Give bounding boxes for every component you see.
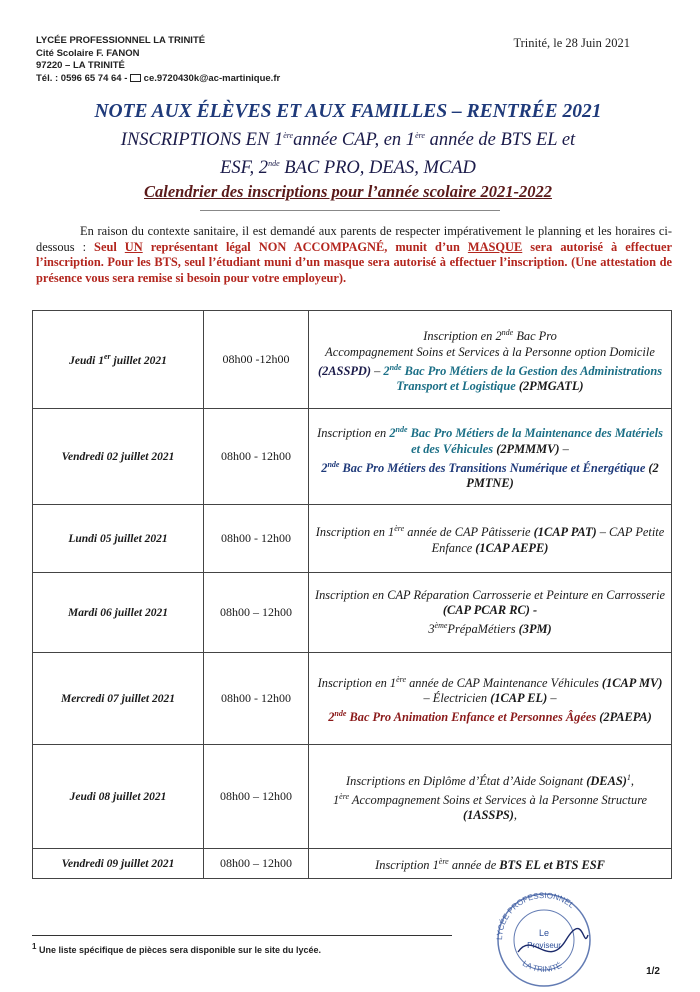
schedule-day: Jeudi 1er juillet 2021: [33, 311, 204, 409]
school-cite: Cité Scolaire F. FANON: [36, 47, 140, 59]
envelope-icon: [130, 74, 141, 82]
school-contact: [36, 73, 280, 86]
schedule-day: Vendredi 02 juillet 2021: [33, 409, 204, 505]
school-postal: 97220 – LA TRINITÉ: [36, 60, 125, 71]
schedule-day: Vendredi 09 juillet 2021: [33, 849, 204, 879]
table-row: [33, 573, 672, 653]
schedule-time: 08h00 -12h00: [204, 311, 309, 409]
table-row: [33, 311, 672, 409]
intro-paragraph: En raison du contexte sanitaire, il est demandé aux parents de respecter impérativement le planning et les horaires ci-dessous : Seul UN représentant légal NON ACCOMPAGNÉ, munit d’un MASQUE sera autorisé à effectuer l’inscription. Pour les BTS, seul l’étudiant muni d’un masque sera autorisé à effectuer l’inscription. (Une attestation de présence vous sera remise si besoin pour votre employeur).: [36, 224, 672, 285]
table-row: [33, 849, 672, 879]
school-name: LYCÉE PROFESSIONNEL LA TRINITÉ: [36, 35, 206, 46]
schedule-day: Mardi 06 juillet 2021: [33, 573, 204, 653]
stamp-text-bottom: LA TRINITÉ: [520, 958, 564, 974]
school-email: ce.9720430k@ac-martinique.fr: [141, 72, 281, 84]
document-date: Trinité, le 28 Juin 2021: [513, 36, 630, 50]
schedule-description: Inscriptions en Diplôme d’État d’Aide Soignant (DEAS)$^1$, 1ère Accompagnement Soins et Services à la Personne Structure (1ASSPS),: [309, 745, 672, 849]
title-inscriptions: INSCRIPTIONS EN 1èreannée CAP, en 1ère année de BTS EL et: [120, 130, 576, 151]
schedule-time: 08h00 - 12h00: [204, 653, 309, 745]
svg-text:LYCÉE PROFESSIONNEL: [495, 891, 576, 940]
title-calendar: Calendrier des inscriptions pour l’année scolaire 2021-2022: [144, 182, 552, 202]
schedule-day: Mercredi 07 juillet 2021: [33, 653, 204, 745]
svg-text:LA TRINITÉ: [521, 959, 563, 974]
schedule-description: Inscription en 2nde Bac Pro Métiers de la Maintenance des Matériels et des Véhicules (2PMMMV) – 2nde Bac Pro Métiers des Transitions Numérique et Énergétique (2 PMTNE): [309, 409, 672, 505]
title-divider: [200, 210, 500, 211]
title-note: NOTE AUX ÉLÈVES ET AUX FAMILLES – RENTRÉE 2021: [94, 101, 602, 122]
title-inscriptions-2: ESF, 2nde BAC PRO, DEAS, MCAD: [220, 158, 476, 179]
stamp-text-top: LYCÉE PROFESSIONNEL: [494, 890, 577, 941]
stamp-center-2: Proviseur: [527, 941, 561, 950]
table-row: [33, 409, 672, 505]
table-row: [33, 745, 672, 849]
schedule-time: 08h00 – 12h00: [204, 745, 309, 849]
schedule-time: 08h00 - 12h00: [204, 505, 309, 573]
school-header: [36, 35, 280, 85]
schedule-day: Jeudi 08 juillet 2021: [33, 745, 204, 849]
schedule-description: Inscription en 2nde Bac Pro Accompagnement Soins et Services à la Personne option Domicile (2ASSPD) – 2nde Bac Pro Métiers de la Gestion des Administrations Transport et Logistique (2PMGATL): [309, 311, 672, 409]
schedule-description: Inscription en 1ère année de CAP Maintenance Véhicules (1CAP MV) – Électricien (1CAP EL) – 2nde Bac Pro Animation Enfance et Personnes Âgées (2PAEPA): [309, 653, 672, 745]
table-row: [33, 505, 672, 573]
school-stamp: [488, 880, 600, 992]
schedule-day: Lundi 05 juillet 2021: [33, 505, 204, 573]
schedule-table: [32, 310, 672, 879]
schedule-time: 08h00 - 12h00: [204, 409, 309, 505]
stamp-center-1: Le: [538, 928, 550, 938]
page-number: 1/2: [646, 966, 660, 977]
schedule-description: Inscription en CAP Réparation Carrosserie et Peinture en Carrosserie (CAP PCAR RC) - 3èmePrépaMétiers (3PM): [309, 573, 672, 653]
footnote: $^1$ Une liste spécifique de pièces sera disponible sur le site du lycée.: [32, 935, 452, 955]
title-block: [28, 100, 668, 204]
schedule-time: 08h00 – 12h00: [204, 849, 309, 879]
table-row: [33, 653, 672, 745]
schedule-time: 08h00 – 12h00: [204, 573, 309, 653]
schedule-description: Inscription en 1ère année de CAP Pâtisserie (1CAP PAT) – CAP Petite Enfance (1CAP AEPE): [309, 505, 672, 573]
school-phone: Tél. : 0596 65 74 64 -: [36, 72, 131, 84]
schedule-description: Inscription 1ère année de BTS EL et BTS ESF: [309, 849, 672, 879]
